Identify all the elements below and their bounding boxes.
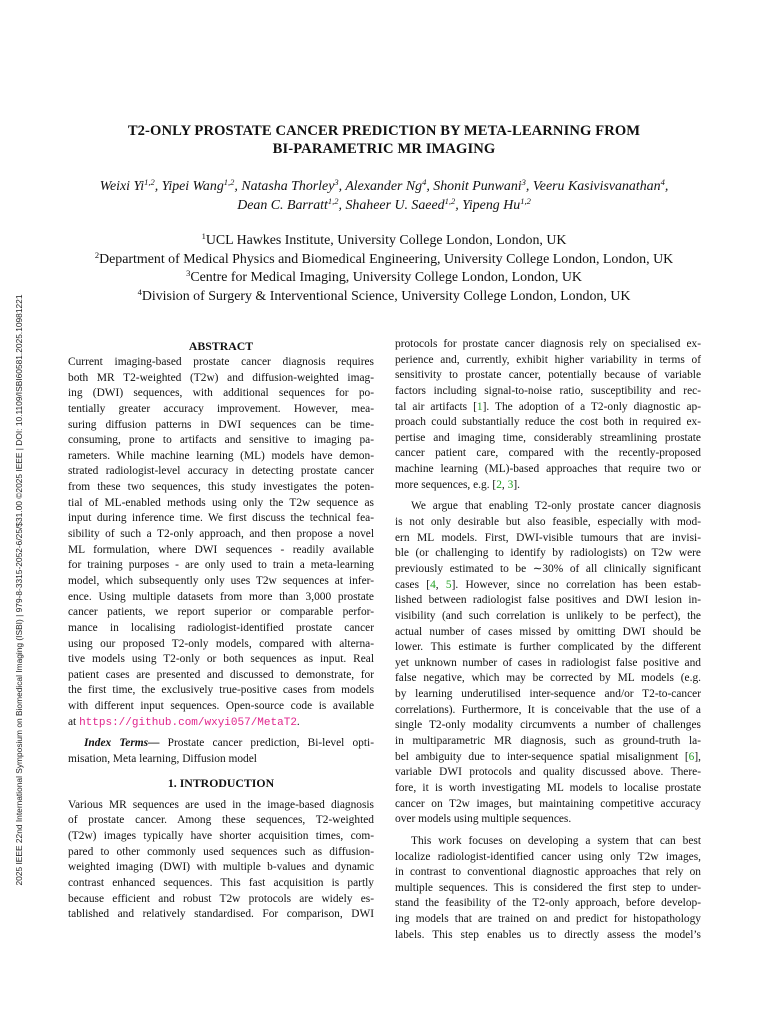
text-line: stand the feasibility of the T2-only approach, before develop- [395, 897, 701, 910]
text-line: single T2-only modality circumvents a number of challenges [395, 719, 701, 732]
text-line: tentially greater accuracy improvement. However, mea- [68, 402, 374, 415]
author-line-1: Weixi Yi$^{1,2}$, Yipei Wang$^{1,2}$, Natasha Thorley$^3$, Alexander Ng$^4$, Shonit Punwani$^3$, Veeru Kasivisvanathan$^4$, [99, 177, 669, 194]
text-line: rameters. While machine learning (ML) models have demon- [68, 449, 374, 462]
publication-sidebar [8, 230, 30, 950]
text-line: factors including signal-to-noise ratio, susceptibility and rec- [395, 384, 701, 397]
paragraph [395, 337, 701, 493]
author-affil-sup: 3 [521, 177, 526, 187]
author-affil-sup: 1,2 [144, 177, 155, 187]
text-line: lished between radiologist false positives and DWI lesion in- [395, 594, 701, 607]
author-name: Shaheer U. Saeed [345, 197, 445, 213]
text-line: correlations). Furthermore, It is conceivable that the use of a [395, 703, 701, 716]
sidebar-citation-text: 2025 IEEE 22nd International Symposium on Biomedical Imaging (ISBI) | 979-8-3315-2052-6/25/$31.00 ©2025 IEEE | DOI: 10.1109/ISBI60581.2025.10981221 [14, 294, 24, 886]
affiliation-list [40, 232, 728, 306]
text-line: (T2w) images typically have shorter acquisition times, com- [68, 829, 374, 842]
paragraph [395, 499, 701, 827]
index-terms-label: Index Terms— [84, 737, 160, 750]
author-affil-sup: 1,2 [223, 177, 235, 187]
author-affil-sup: 1,2 [520, 195, 531, 206]
affiliation-text: Department of Medical Physics and Biomedical Engineering, University College London, London, UK [99, 251, 674, 267]
text-line: contrast enhanced sequences. This fast acquisition is partly [68, 876, 374, 889]
text-line: ence. Using multiple datasets from more than 3,000 prostate [68, 590, 374, 603]
text-line: with different input sequences. Open-source code is available [68, 700, 374, 713]
text-line: sensitivity to prostate cancer, potentially because of variable [395, 369, 701, 382]
text-line: yet unknown number of cases in radiologist false positive and [395, 656, 701, 669]
text-line: bel ambiguity due to inter-sequence spatial misalignment [6], [395, 750, 701, 763]
paper-title [40, 122, 728, 158]
index-terms-line: misation, Meta learning, Diffusion model [68, 753, 257, 766]
text-line: actual number of cases missed by omitting DWI should be [395, 625, 701, 638]
abstract-body [68, 355, 374, 715]
index-terms-text: Prostate cancer prediction, Bi-level opti- [159, 737, 374, 750]
text-line: using our proposed T2-only models, compared with alterna- [68, 637, 374, 650]
author-name: Veeru Kasivisvanathan [532, 179, 661, 194]
text-line: cancer on T2w images, but maintaining competitive accuracy [395, 797, 701, 810]
text-line: strated radiologist-level accuracy in detecting prostate cancer [68, 465, 374, 478]
left-column [68, 337, 374, 923]
author-name: Weixi Yi [99, 179, 145, 194]
text-line: tal air artifacts [1]. The adoption of a T2-only diagnostic ap- [395, 400, 701, 413]
author-name: Natasha Thorley [241, 179, 335, 194]
right-column [395, 337, 701, 943]
text-line: labels. This step enables us to directly assess the model’s [395, 928, 701, 941]
text-line: proach could substantially reduce the cost both in required ex- [395, 416, 701, 429]
text-line: weighted imaging (DWI) with multiple b-values and dynamic [68, 861, 374, 874]
text-line: multiple sequences. This is considered the first step to under- [395, 881, 701, 894]
citation-ref[interactable]: 6 [688, 750, 695, 763]
text-line: cases [4, 5]. However, since no correlation has been estab- [395, 578, 701, 591]
affiliation-text: Division of Surgery & Interventional Science, University College London, London, UK [141, 288, 631, 304]
text-line: the first time, the exclusively true-positive cases from models [68, 684, 374, 697]
text-line: visibility (and such correlation is unlikely to be perfect), the [395, 609, 701, 622]
abstract-link-line [68, 715, 374, 731]
text-line: ern ML models. First, DWI-visible tumours that are invisi- [395, 531, 701, 544]
title-line: BI-PARAMETRIC MR IMAGING [272, 141, 496, 157]
abstract-heading: ABSTRACT [188, 339, 254, 353]
text-line: machine learning (ML)-based approaches that require two or [395, 463, 701, 476]
text-line: consuming, prone to artifacts and sensitive to imaging pa- [68, 434, 374, 447]
text-line: pared to other commonly used sequences such as diffusion- [68, 845, 374, 858]
text-line: ing models that are trained on and predict for histopathology [395, 913, 701, 926]
introduction-body [68, 798, 374, 923]
text-line: tive models using T2-only or both sequences as input. Real [68, 653, 374, 666]
text-line: from these two sequences, this study investigates the poten- [68, 481, 374, 494]
github-link[interactable]: https://github.com/wxyi057/MetaT2 [79, 716, 297, 729]
author-name: Yipeng Hu [462, 197, 521, 213]
text-line: patient cases are presented and discussed to demonstrate, for [68, 668, 374, 681]
text-line: for training purposes - are only used to train a meta-learning [68, 559, 374, 572]
author-affil-sup: 4 [422, 177, 427, 187]
text-line: protocols for prostate cancer diagnosis rely on specialised ex- [395, 338, 701, 350]
text-line: in contrast to conventional diagnostic approaches that rely on [395, 866, 701, 879]
text-line: sibility of such a T2-only approach, and then propose a novel [68, 528, 374, 541]
abstract-link-prefix: at [68, 715, 80, 728]
author-affil-sup: 1,2 [444, 195, 456, 206]
author-line-2: Dean C. Barratt$^{1,2}$, Shaheer U. Saeed$^{1,2}$, Yipeng Hu$^{1,2}$ [237, 195, 531, 213]
text-line: fore, it is worth investigating ML models to localise prostate [395, 781, 701, 794]
text-line: cancer patient care, compared with the recently-proposed [395, 447, 701, 460]
text-line: This work focuses on developing a system that can best [411, 834, 701, 847]
author-name: Shonit Punwani [433, 179, 522, 194]
text-line: ML formulation, where DWI sequences - readily available [68, 543, 374, 556]
author-name: Yipei Wang [161, 179, 224, 194]
citation-ref[interactable]: 3 [507, 478, 514, 491]
text-line: more sequences, e.g. [2, 3]. [395, 478, 520, 491]
text-line: variable DWI protocols and quality discussed above. There- [395, 766, 701, 779]
paragraph [395, 834, 701, 943]
text-line: ing (DWI) sequences, with additional sequences for po- [68, 387, 374, 400]
text-line: cancer patients, we report superior or comparable perfor- [68, 606, 374, 619]
text-line: previously estimated to be ∼30% of all clinically significant [395, 562, 701, 575]
text-line: suring diffusion patterns in DWI sequences can be time- [68, 418, 374, 431]
text-line: We argue that enabling T2-only prostate cancer diagnosis [411, 500, 701, 513]
affiliation [40, 269, 728, 288]
text-line: because efficient and robust T2w protocols are widely es- [68, 892, 374, 905]
text-line: Current imaging-based prostate cancer diagnosis requires [68, 356, 374, 368]
text-line: tial of ML-enabled methods using only the T2w sequence as [68, 496, 374, 509]
abstract-link-suffix: . [296, 715, 300, 728]
citation-ref[interactable]: 1 [476, 400, 483, 413]
text-line: over models using multiple sequences. [395, 813, 572, 826]
author-name: Dean C. Barratt [237, 197, 328, 213]
author-affil-sup: 4 [660, 177, 665, 187]
author-affil-sup: 3 [334, 177, 339, 187]
text-line: both MR T2-weighted (T2w) and diffusion-weighted imag- [68, 371, 374, 384]
text-line: of prostate cancer. Among these sequences, T2-weighted [68, 814, 374, 827]
affiliation [40, 251, 728, 270]
affiliation-number: 4 [137, 286, 142, 297]
affiliation-text: Centre for Medical Imaging, University College London, London, UK [190, 270, 582, 285]
text-line: model, which subsequently only uses T2w sequences at infer- [68, 574, 374, 587]
index-terms-line [68, 736, 374, 752]
text-line: tablished and relatively standardised. For comparison, DWI [68, 908, 374, 921]
affiliation [40, 288, 728, 307]
text-line: in multiparametric MR diagnosis, such as ground-truth la- [395, 735, 701, 748]
affiliation-text: UCL Hawkes Institute, University College London, London, UK [205, 233, 567, 248]
citation-ref[interactable]: 4 [430, 578, 436, 591]
introduction-heading: 1. INTRODUCTION [167, 775, 275, 790]
text-line: false negative, which may be corrected by ML models (e.g. [395, 672, 701, 685]
text-line: Various MR sequences are used in the image-based diagnosis [68, 798, 374, 811]
citation-ref[interactable]: 5 [445, 578, 452, 591]
citation-ref[interactable]: 2 [496, 478, 502, 491]
text-line: lower. This estimate is further complicated by the different [395, 641, 701, 654]
text-line: ble (or challenging to identify by radiologists) on T2w were [395, 547, 701, 560]
text-line: mance in localising radiologist-identified prostate cancer [68, 621, 374, 634]
affiliation-number: 3 [186, 268, 191, 278]
affiliation-number: 1 [201, 231, 206, 241]
author-name: Alexander Ng [345, 179, 423, 194]
text-line: perience and, currently, exhibit higher variability in terms of [395, 353, 701, 366]
text-line: pertise and imaging time, considerably streamlining prostate [395, 431, 701, 444]
affiliation [40, 232, 728, 251]
author-affil-sup: 1,2 [327, 195, 339, 206]
title-line: T2-ONLY PROSTATE CANCER PREDICTION BY META-LEARNING FROM [127, 123, 641, 139]
text-line: is not only desirable but also feasible, especially with mod- [395, 516, 701, 529]
text-line: localize radiologist-identified cancer using only T2w images, [395, 850, 701, 863]
author-list [40, 178, 728, 215]
text-line: input during inference time. We first discuss the technical fea- [68, 512, 374, 525]
text-line: by learning underutilised inter-sequence and/or T2-to-cancer [395, 688, 701, 701]
affiliation-number: 2 [94, 249, 100, 260]
